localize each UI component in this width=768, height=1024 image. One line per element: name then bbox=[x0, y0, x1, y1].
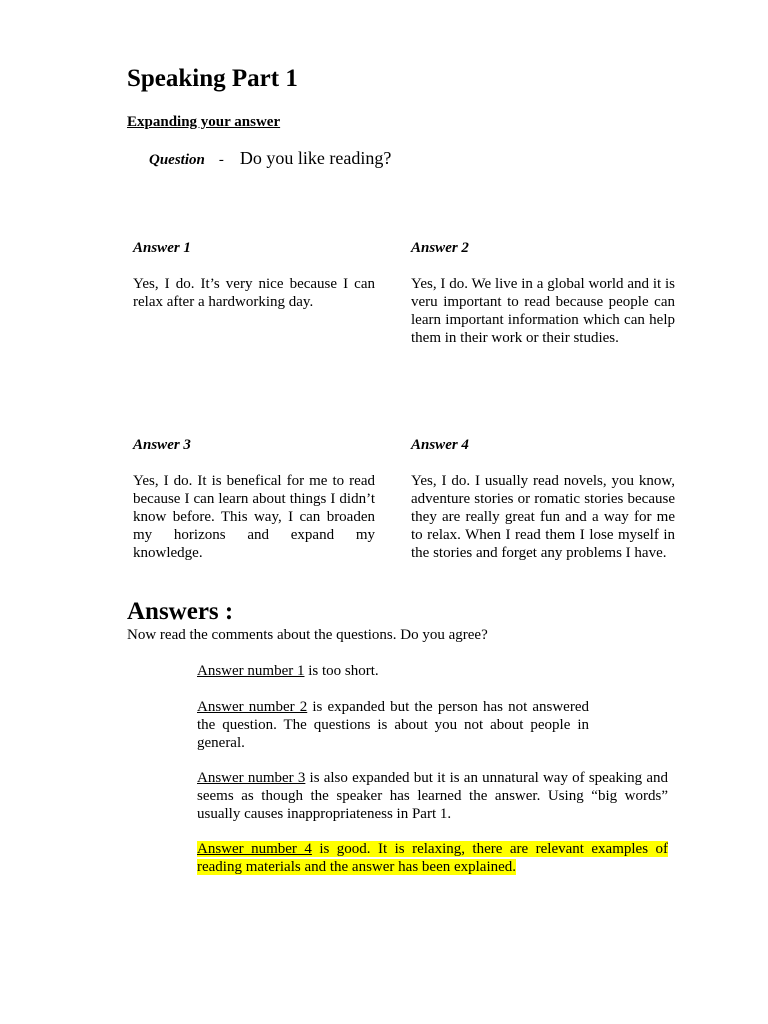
section-subtitle: Expanding your answer bbox=[127, 114, 281, 130]
comment-1-ref: Answer number 1 bbox=[197, 663, 305, 679]
comment-1 bbox=[197, 662, 597, 680]
answer-2-heading: Answer 2 bbox=[411, 240, 469, 256]
answer-3-heading: Answer 3 bbox=[133, 437, 191, 453]
comment-3 bbox=[197, 769, 668, 823]
page-title: Speaking Part 1 bbox=[127, 65, 298, 92]
comment-2-text: is expanded but the person has not answered the question. The questions is about you not about people in general. bbox=[197, 699, 589, 751]
question-label: Question bbox=[149, 152, 205, 168]
question-dash: - bbox=[218, 152, 224, 168]
answer-3-text: Yes, I do. It is benefical for me to read because I can learn about things I didn’t know before. This way, I can broaden my horizons and expand my knowledge. bbox=[133, 473, 375, 561]
answers-heading: Answers : bbox=[127, 598, 234, 625]
comment-3-text: is also expanded but it is an unnatural way of speaking and seems as though the speaker has learned the answer. Using “big words” usually causes inappropriateness in Part 1. bbox=[197, 770, 668, 822]
comment-4-ref: Answer number 4 bbox=[197, 841, 312, 857]
answers-intro: Now read the comments about the questions. Do you agree? bbox=[127, 627, 488, 643]
comment-2-ref: Answer number 2 bbox=[197, 699, 308, 715]
answer-1-heading: Answer 1 bbox=[133, 240, 191, 256]
question-text: Do you like reading? bbox=[239, 148, 392, 168]
answer-2-text: Yes, I do. We live in a global world and it is veru important to read because people can learn important information which can help them in their work or their studies. bbox=[411, 276, 675, 346]
comment-1-text: is too short. bbox=[304, 663, 379, 679]
answer-1-text: Yes, I do. It’s very nice because I can relax after a hardworking day. bbox=[133, 276, 375, 310]
comment-4 bbox=[197, 840, 668, 876]
comment-4-text: is good. It is relaxing, there are relevant examples of reading materials and the answer has been explained. bbox=[197, 841, 668, 875]
question-row bbox=[149, 148, 391, 169]
comment-2 bbox=[197, 698, 589, 752]
comment-3-ref: Answer number 3 bbox=[197, 770, 306, 786]
answer-4-text: Yes, I do. I usually read novels, you know, adventure stories or romatic stories because they are really great fun and a way for me to relax. When I read them I lose myself in the stories and forget any problems I have. bbox=[411, 473, 675, 561]
answer-4-heading: Answer 4 bbox=[411, 437, 469, 453]
